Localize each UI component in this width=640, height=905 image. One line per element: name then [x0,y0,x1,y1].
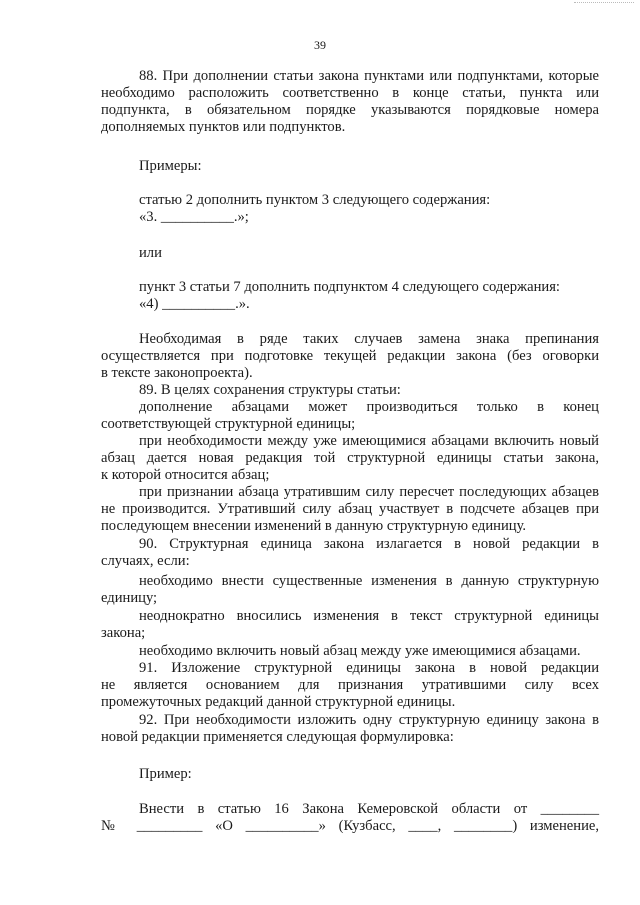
text-line: № _________ «О __________» (Кузбасс, ____, ________) изменение, [101,818,599,834]
text-line: 91. Изложение структурной единицы закона в новой редакции [139,660,599,676]
text-line: промежуточных редакций данной структурной единицы. [101,694,456,710]
text-line: «4) __________.». [139,296,250,312]
text-line: абзац дается новая редакция той структурной единицы статьи закона, [101,450,599,466]
text-line: Примеры: [139,158,202,174]
text-line: не является основанием для признания утратившими силу всех [101,677,599,693]
text-line: при признании абзаца утратившим силу пересчет последующих абзацев [139,484,599,500]
text-line: последующем внесении изменений в данную структурную единицу. [101,518,527,534]
text-line: Необходимая в ряде таких случаев замена знака препинания [139,331,599,347]
text-line: в тексте законопроекта). [101,365,253,381]
text-line: «3. __________.»; [139,209,249,225]
text-line: дополняемых пунктов или подпунктов. [101,119,346,135]
text-line: соответствующей структурной единицы; [101,416,356,432]
text-line: 90. Структурная единица закона излагается в новой редакции в [139,536,599,552]
text-line: новой редакции применяется следующая формулировка: [101,729,454,745]
text-line: дополнение абзацами может производиться только в конец [139,399,599,415]
text-line: необходимо включить новый абзац между уже имеющимися абзацами. [139,643,581,659]
text-line: не производится. Утративший силу абзац участвует в подсчете абзацев при [101,501,599,517]
text-line: необходимо расположить соответственно в конце статьи, пункта или [101,85,599,101]
text-line: подпункта, в обязательном порядке указываются порядковые номера [101,102,599,118]
text-line: закона; [101,625,146,641]
text-line: неоднократно вносились изменения в текст структурной единицы [139,608,599,624]
text-line: единицу; [101,590,158,606]
scan-corner-mark [574,2,634,7]
text-line: при необходимости между уже имеющимися абзацами включить новый [139,433,599,449]
text-line: случаях, если: [101,553,190,569]
text-line: необходимо внести существенные изменения в данную структурную [139,573,599,589]
text-line: или [139,245,162,261]
text-line: 88. При дополнении статьи закона пунктами или подпунктами, которые [139,68,599,84]
text-line: Пример: [139,766,192,782]
text-line: Внести в статью 16 Закона Кемеровской области от ________ [139,801,599,817]
text-line: 89. В целях сохранения структуры статьи: [139,382,401,398]
page-number: 39 [314,38,326,52]
text-line: 92. При необходимости изложить одну структурную единицу закона в [139,712,599,728]
text-line: осуществляется при подготовке текущей редакции закона (без оговорки [101,348,599,364]
text-line: к которой относится абзац; [101,467,270,483]
text-line: пункт 3 статьи 7 дополнить подпунктом 4 следующего содержания: [139,279,560,295]
text-line: статью 2 дополнить пунктом 3 следующего содержания: [139,192,491,208]
